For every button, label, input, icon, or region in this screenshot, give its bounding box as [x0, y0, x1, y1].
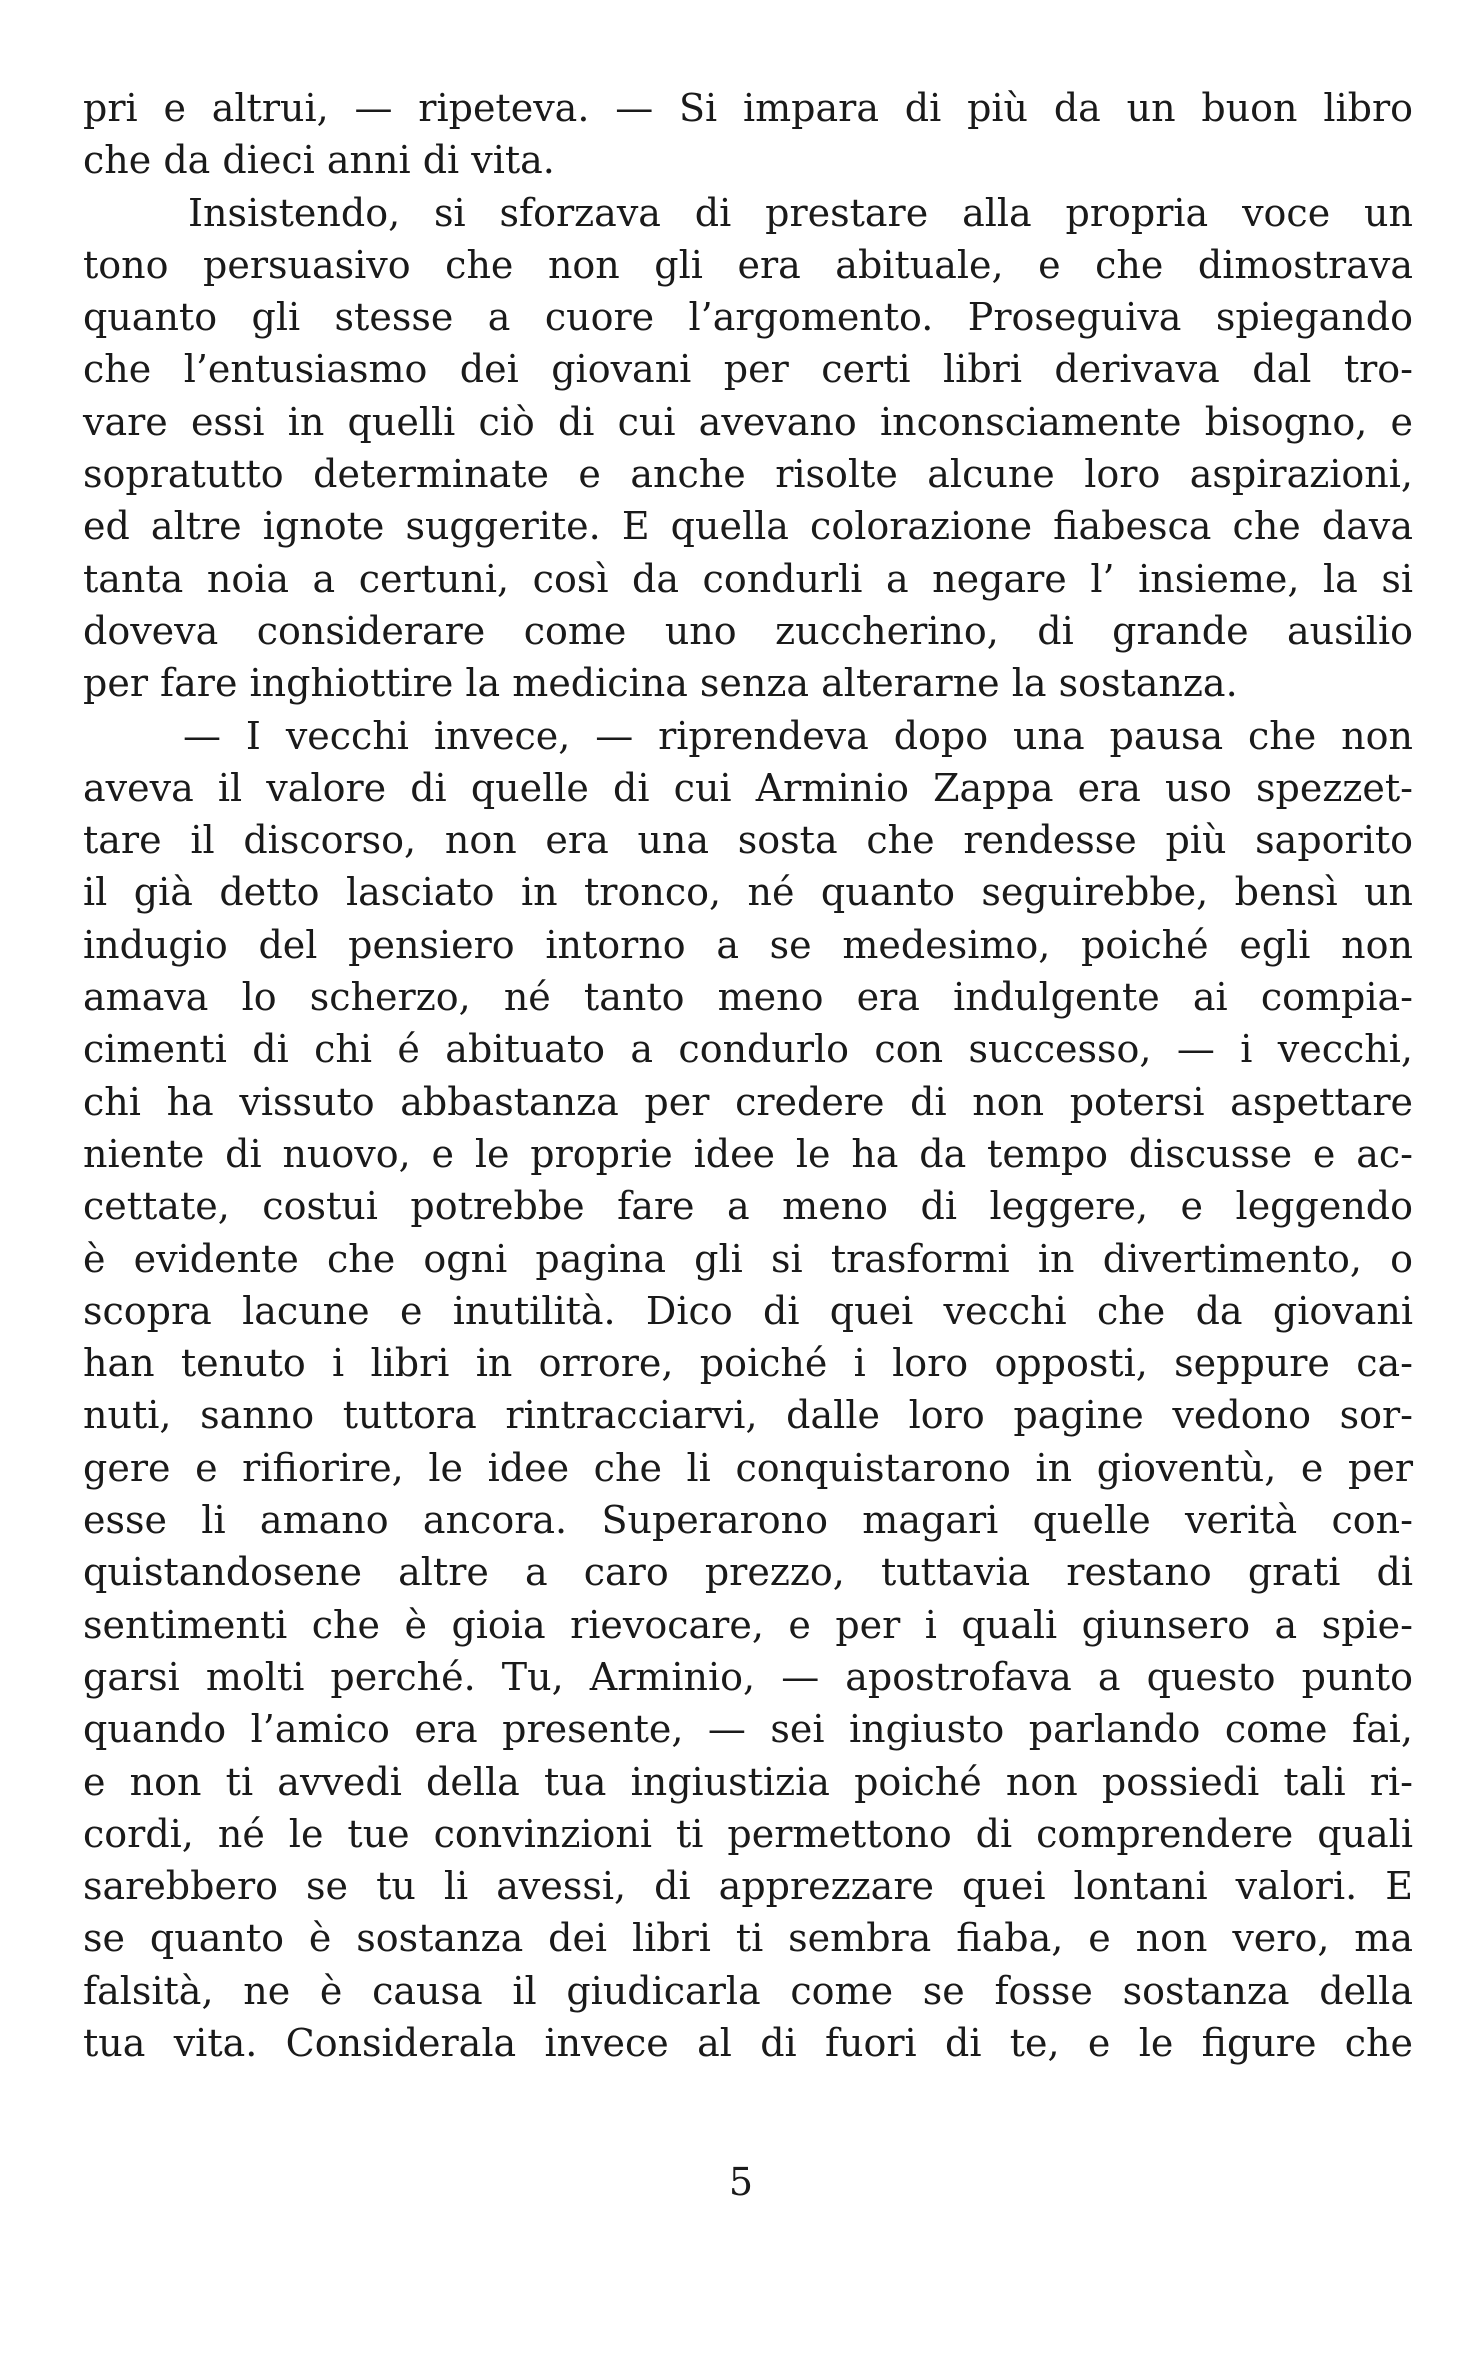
text-line: cimenti di chi é abituato a condurlo con successo, — i vecchi, — [83, 1027, 1413, 1072]
text-line: che l’entusiasmo dei giovani per certi libri derivava dal tro- — [83, 347, 1413, 392]
text-line: amava lo scherzo, né tanto meno era indulgente ai compia- — [83, 975, 1413, 1020]
text-line: è evidente che ogni pagina gli si trasformi in divertimento, o — [83, 1236, 1413, 1281]
text-line: pri e altrui, — ripeteva. — Si impara di più da un buon libro — [83, 86, 1413, 130]
text-line: che da dieci anni di vita. — [83, 138, 555, 183]
text-line: garsi molti perché. Tu, Arminio, — apostrofava a questo punto — [83, 1654, 1413, 1699]
text-line: cettate, costui potrebbe fare a meno di leggere, e leggendo — [83, 1184, 1413, 1229]
text-line: niente di nuovo, e le proprie idee le ha da tempo discusse e ac- — [83, 1131, 1413, 1176]
text-line: per fare inghiottire la medicina senza alterarne la sostanza. — [83, 661, 1238, 706]
text-line: aveva il valore di quelle di cui Arminio Zappa era uso spezzet- — [83, 765, 1413, 810]
text-line: chi ha vissuto abbastanza per credere di non potersi aspettare — [83, 1079, 1413, 1124]
text-line: cordi, né le tue convinzioni ti permettono di comprendere quali — [83, 1811, 1413, 1856]
text-line: sarebbero se tu li avessi, di apprezzare quei lontani valori. E — [83, 1864, 1413, 1909]
text-line: gere e rifiorire, le idee che li conquistarono in gioventù, e per — [83, 1445, 1413, 1490]
text-line: quanto gli stesse a cuore l’argomento. Proseguiva spiegando — [83, 295, 1413, 340]
text-line: indugio del pensiero intorno a se medesimo, poiché egli non — [83, 922, 1413, 967]
text-line: vare essi in quelli ciò di cui avevano inconsciamente bisogno, e — [83, 399, 1413, 444]
text-line: han tenuto i libri in orrore, poiché i loro opposti, seppure ca- — [83, 1341, 1413, 1386]
text-line: il già detto lasciato in tronco, né quanto seguirebbe, bensì un — [83, 870, 1413, 915]
text-line: tua vita. Considerala invece al di fuori di te, e le figure che — [83, 2020, 1413, 2065]
page-number: 5 — [728, 2160, 754, 2204]
text-line: ed altre ignote suggerite. E quella colorazione fiabesca che dava — [83, 504, 1413, 549]
text-line: esse li amano ancora. Superarono magari quelle verità con- — [83, 1498, 1413, 1543]
text-line: tanta noia a certuni, così da condurli a negare l’ insieme, la si — [83, 556, 1413, 601]
text-line: quando l’amico era presente, — sei ingiusto parlando come fai, — [83, 1707, 1413, 1752]
text-line: tono persuasivo che non gli era abituale, e che dimostrava — [83, 242, 1413, 287]
text-line: quistandosene altre a caro prezzo, tuttavia restano grati di — [83, 1550, 1413, 1595]
text-line: doveva considerare come uno zuccherino, di grande ausilio — [83, 608, 1413, 653]
text-line: nuti, sanno tuttora rintracciarvi, dalle loro pagine vedono sor- — [83, 1393, 1413, 1438]
text-line: — I vecchi invece, — riprendeva dopo una pausa che non — [183, 713, 1413, 758]
text-line: falsità, ne è causa il giudicarla come se fosse sostanza della — [83, 1968, 1413, 2013]
text-line: scopra lacune e inutilità. Dico di quei vecchi che da giovani — [83, 1288, 1413, 1333]
body-text — [83, 82, 1413, 2069]
text-line: tare il discorso, non era una sosta che rendesse più saporito — [83, 818, 1413, 863]
text-line: e non ti avvedi della tua ingiustizia poiché non possiedi tali ri- — [83, 1759, 1413, 1804]
text-line: se quanto è sostanza dei libri ti sembra fiaba, e non vero, ma — [83, 1916, 1413, 1961]
text-line: Insistendo, si sforzava di prestare alla propria voce un — [188, 190, 1413, 235]
text-line: sentimenti che è gioia rievocare, e per i quali giunsero a spie- — [83, 1602, 1413, 1647]
text-line: sopratutto determinate e anche risolte alcune loro aspirazioni, — [83, 452, 1413, 497]
